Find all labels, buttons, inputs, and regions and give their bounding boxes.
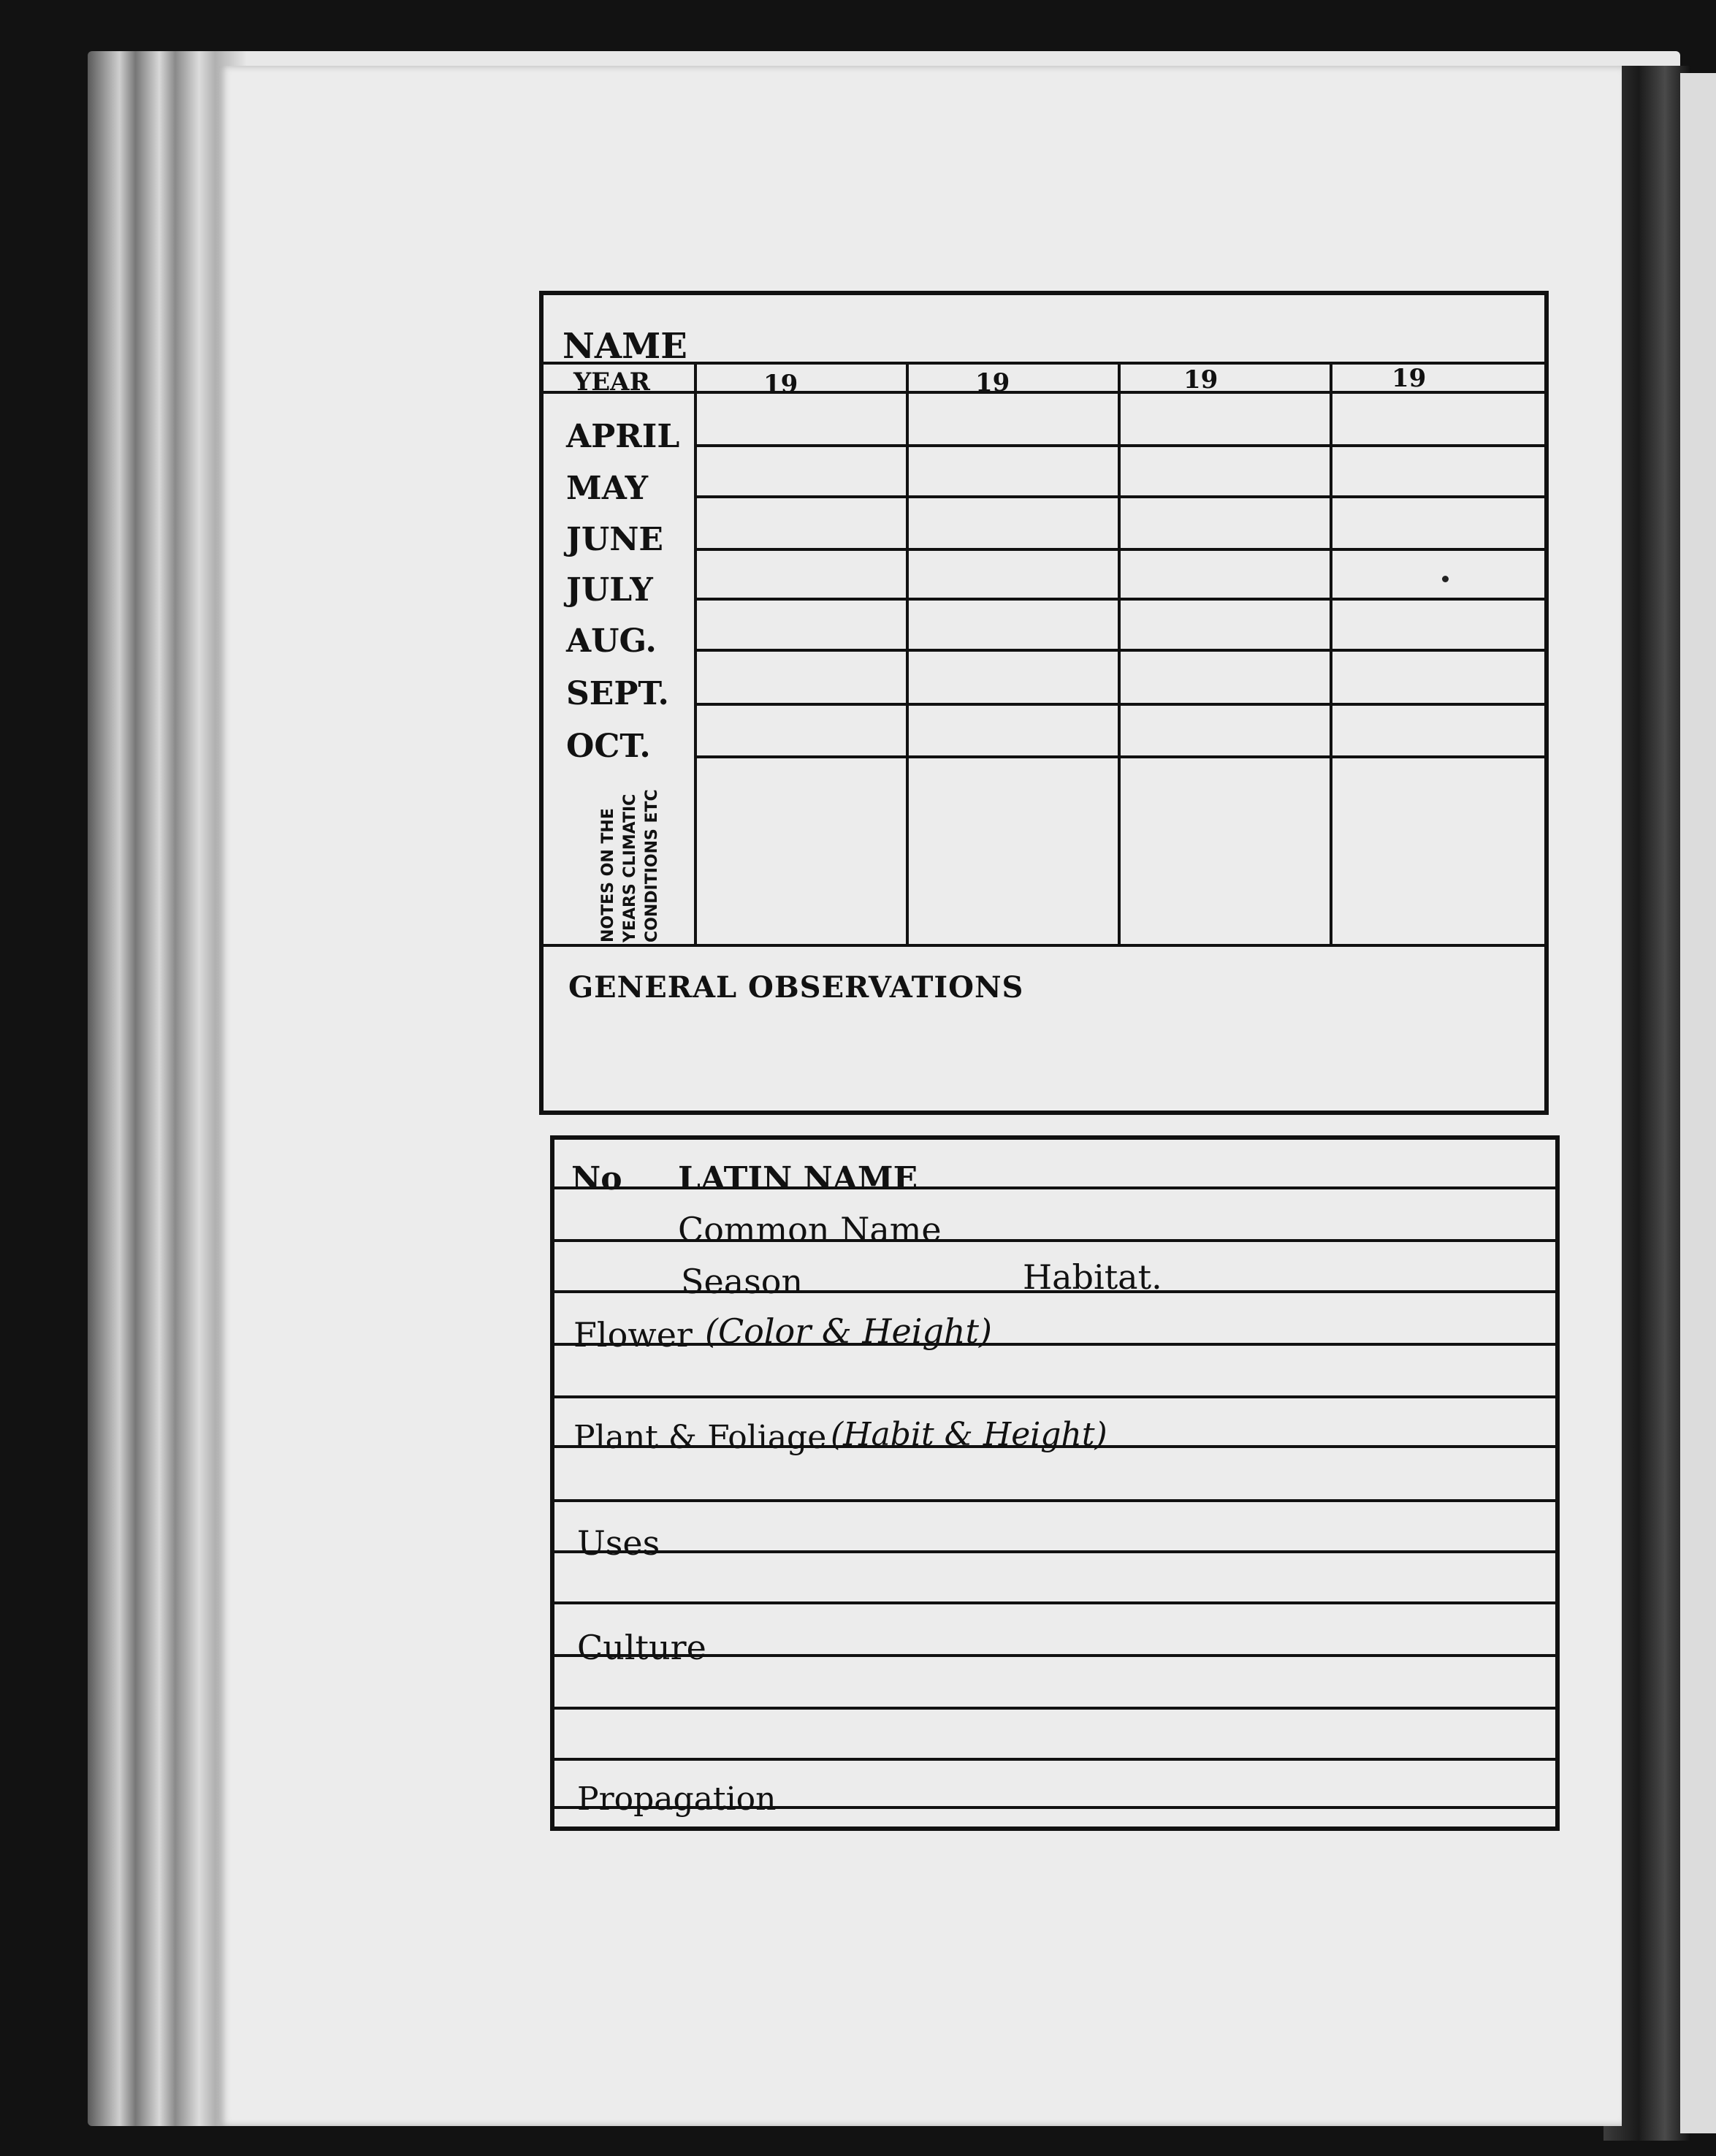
month-aug: AUG. (566, 622, 657, 660)
notes-climatic-label (584, 778, 716, 946)
rule-uses-top (554, 1550, 1555, 1553)
year-prefix-3: 19 (1183, 365, 1219, 395)
col-divider-3 (1330, 363, 1332, 945)
month-june: JUNE (566, 521, 663, 558)
facing-page-edge (1680, 73, 1716, 2133)
general-observations-label: GENERAL OBSERVATIONS (568, 970, 1024, 1005)
number-label: No (571, 1160, 622, 1197)
rule-uses (554, 1601, 1555, 1604)
flower-note: (Color & Height) (705, 1311, 992, 1351)
rule-flower-2 (554, 1395, 1555, 1398)
uses-label: Uses (577, 1523, 660, 1563)
common-name-label: Common Name (678, 1210, 942, 1249)
flower-label: Flower (573, 1315, 693, 1355)
rule-culture (554, 1707, 1555, 1710)
col-divider-1 (906, 363, 909, 945)
plant-foliage-label: Plant & Foliage (573, 1419, 827, 1456)
culture-label: Culture (577, 1628, 706, 1667)
notes-line-3: CONDITIONS ETC (643, 789, 661, 942)
year-prefix-2: 19 (975, 368, 1010, 397)
name-label: NAME (563, 326, 687, 367)
latin-name-label: LATIN NAME (678, 1160, 918, 1197)
year-prefix-1: 19 (763, 370, 798, 399)
year-prefix-4: 19 (1392, 364, 1427, 393)
notes-line-1: NOTES ON THE (599, 808, 617, 942)
col-divider-2 (1118, 363, 1121, 945)
month-april: APRIL (566, 418, 680, 455)
rule-culture-2 (554, 1758, 1555, 1761)
notes-line-2: YEARS CLIMATIC (621, 793, 639, 942)
ink-speck (1442, 576, 1449, 582)
habitat-label: Habitat. (1023, 1257, 1162, 1297)
month-oct: OCT. (566, 728, 651, 765)
month-july: JULY (566, 571, 653, 609)
year-label: YEAR (573, 367, 650, 397)
rule-plant-2 (554, 1499, 1555, 1502)
month-sept: SEPT. (566, 675, 669, 712)
season-label: Season (681, 1262, 804, 1301)
plant-foliage-note: (Habit & Height) (831, 1416, 1107, 1453)
propagation-label: Propagation (577, 1780, 777, 1818)
month-may: MAY (566, 470, 649, 507)
